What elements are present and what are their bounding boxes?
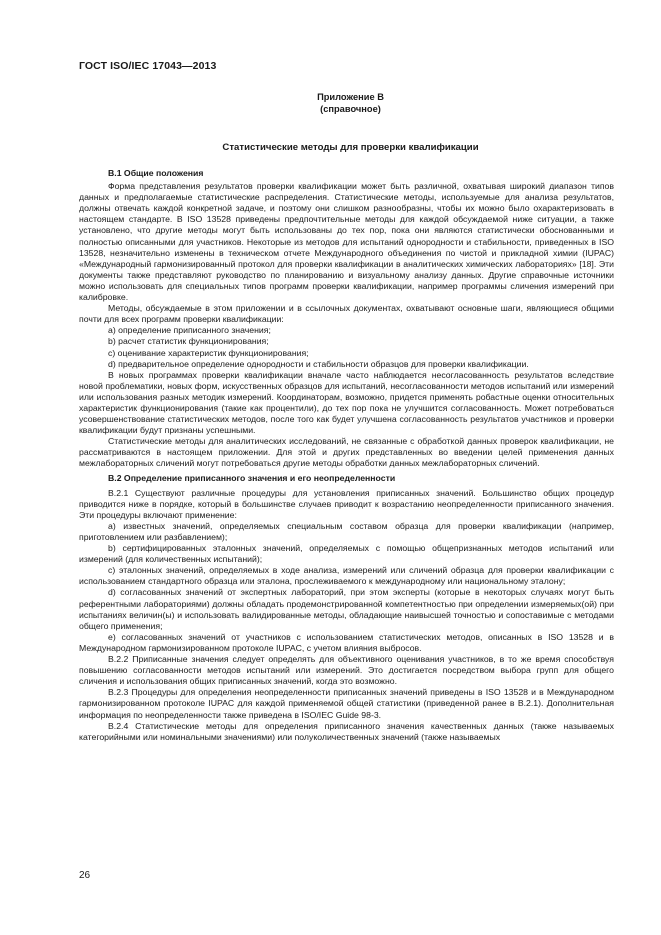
- paragraph: Методы, обсуждаемые в этом приложении и в ссылочных документах, охватывают основные шаги, являющиеся общими почти для всех программ проверки квалификации:: [79, 303, 614, 325]
- paragraph: В.2.1 Существуют различные процедуры для установления приписанных значений. Большинство общих процедур приводится ниже в порядке, который в большинстве случаев приводит к возрастанию неопределенности приписанного значения. Эти процедуры включают применение:: [79, 487, 614, 520]
- list-item: d) предварительное определение однородности и стабильности образцов для проверки квалификации.: [108, 358, 529, 369]
- paragraph: Статистические методы для аналитических исследований, не связанные с обработкой данных проверок квалификации, не рассматриваются в настоящем приложении. Для этой и других представленных во введении целей применения данных межлабораторных сличений могут потребоваться другие методы обработки данных межлабораторных сличений.: [79, 436, 614, 469]
- appendix-type: (справочное): [320, 103, 381, 114]
- paragraph: В новых программах проверки квалификации вначале часто наблюдается несогласованность результатов вследствие новой проблематики, новых форм, искусственных образцов для испытаний, несогласованности методов испытаний или измерений или использования разных методик измерений. Координаторам, возможно, придется применять робастные оценки относительных характеристик функционирования (такие как процентили), до тех пор пока не улучшится согласованность. Может потребоваться усовершенствование статистических методов, после того как будет улучшена согласованность результатов участников и проверки квалификации будут признаны успешными.: [79, 369, 614, 436]
- paragraph: Форма представления результатов проверки квалификации может быть различной, охватывая широкий диапазон типов данных и предполагаемые статистические распределения. Статистические методы, используемые для анализа результатов, должны отвечать каждой конкретной задаче, и поэтому они слишком разнообразны, чтобы их можно было охарактеризовать в настоящем стандарте. В ISO 13528 приведены предпочтительные методы для каждой обсуждаемой ниже ситуации, а также установлено, что другие методы могут быть использованы до тех пор, пока они являются статистически обоснованными и полностью описанными для участников. Некоторые из методов для испытаний однородности и стабильности, приведенных в ISO 13528, незначительно изменены в техническом отчете Международного объединения по чистой и прикладной химии (IUPAC) «Международный гармонизированный протокол для проверки квалификации в аналитических химических лабораториях» [18]. Эти документы также представляют руководство по планированию и визуальному анализу данных. Другие справочные источники можно использовать для специальных типов программ проверки квалификации, например программы сличения измерений при калибровке.: [79, 181, 614, 303]
- paragraph: В.2.4 Статистические методы для определения приписанного значения качественных данных (также называемых категорийными или номинальными значениями) или полуколичественных значений (также называемых: [79, 720, 614, 742]
- page-number: 26: [79, 870, 91, 881]
- list-item: b) расчет статистик функционирования;: [108, 336, 269, 347]
- section-heading-b2: В.2 Определение приписанного значения и его неопределенности: [108, 472, 396, 483]
- document-body: [79, 168, 614, 743]
- list-item: c) эталонных значений, определяемых в ходе анализа, измерений или сличений образца для проверки квалификации с использованием стандартного образца или эталона, прослеживаемого к международному или национальному эталону;: [79, 565, 614, 587]
- appendix-heading: [0, 92, 661, 115]
- list-item: а) определение приписанного значения;: [108, 325, 271, 336]
- list-item: c) оценивание характеристик функционирования;: [108, 347, 309, 358]
- section-heading-b1: В.1 Общие положения: [108, 168, 204, 178]
- list-item: d) согласованных значений от экспертных лабораторий, при этом эксперты (которые в некоторых случаях могут быть референтными лабораториями) должны обладать продемонстрированной компетентностью при определении измеряемых(ой) при испытаниях величин(ы) и использовать валидированные методы, обладающие наивысшей точностью и сопоставимые с методами общего применения;: [79, 587, 614, 631]
- paragraph: В.2.3 Процедуры для определения неопределенности приписанных значений приведены в ISO 13528 и в Международном гармонизированном протоколе IUPAC для каждой применяемой общей статистики (приведенной ранее в В.2.1). Дополнительная информация по неопределенности также приведена в ISO/IEC Guide 98-3.: [79, 687, 614, 720]
- appendix-title: Статистические методы для проверки квалификации: [222, 142, 479, 153]
- standard-header: ГОСТ ISO/IEC 17043—2013: [79, 60, 217, 72]
- list-item: b) сертифицированных эталонных значений, определяемых с помощью общепризнанных методов испытаний или измерений (для количественных испытаний);: [79, 543, 614, 565]
- appendix-label: Приложение В: [317, 92, 384, 102]
- list-item: а) известных значений, определяемых специальным составом образца для проверки квалификации (например, приготовлением или разбавлением);: [79, 520, 614, 542]
- list-item: e) согласованных значений от участников с использованием статистических методов, описанных в ISO 13528 и в Международном гармонизированном протоколе IUPAC, с учетом влияния выбросов.: [79, 631, 614, 653]
- paragraph: В.2.2 Приписанные значения следует определять для объективного оценивания участников, в то же время способствуя повышению согласованности методов испытаний или измерений. Это достигается посредством выбора групп для общего сличения и использования общих приписанных значений, когда это возможно.: [79, 654, 614, 687]
